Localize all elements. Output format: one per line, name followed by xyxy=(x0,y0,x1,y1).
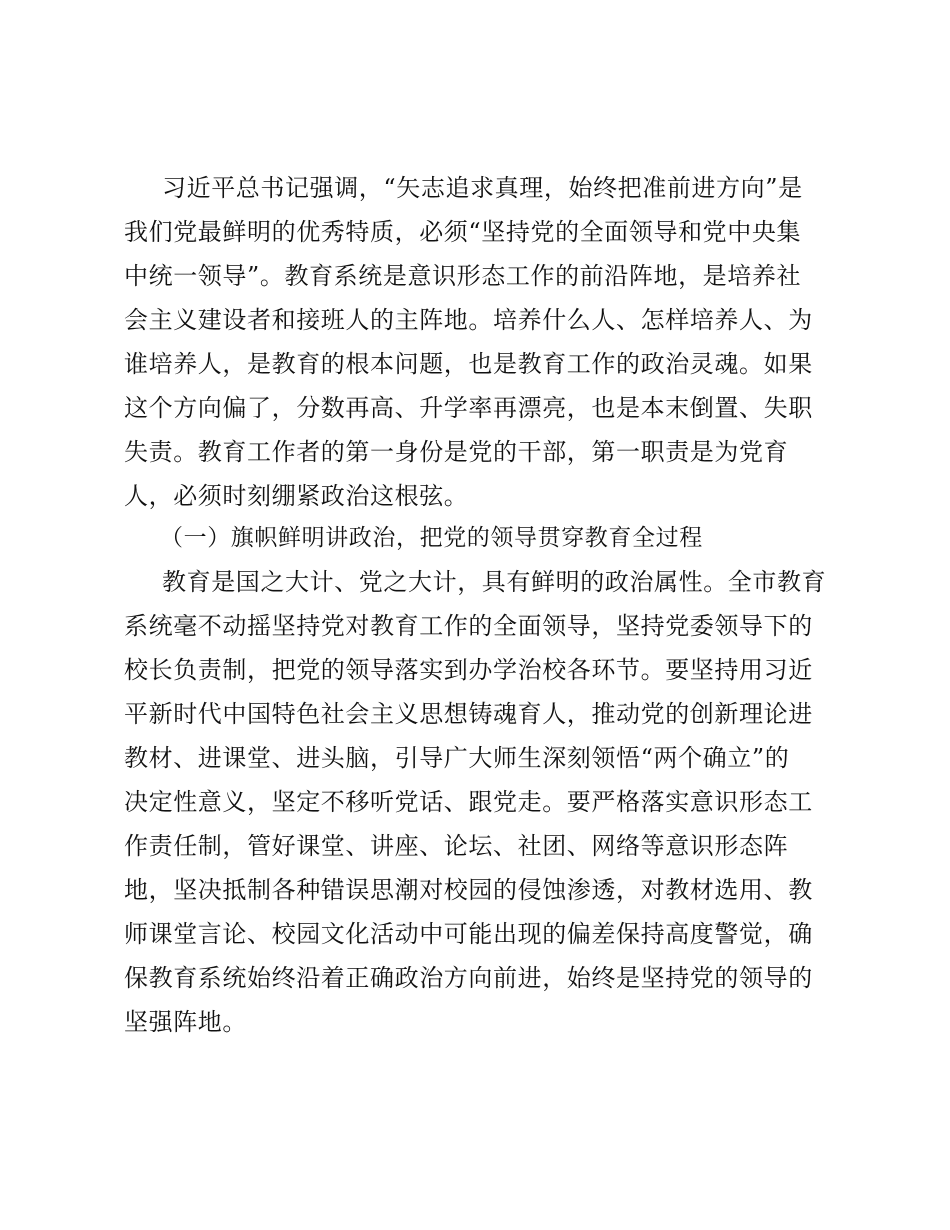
paragraph-2-line-5: 教材、进课堂、进头脑，引导广大师生深刻领悟“两个确立”的 xyxy=(124,744,790,772)
section-heading: （一）旗帜鲜明讲政治，把党的领导贯穿教育全过程 xyxy=(160,525,703,551)
paragraph-1-line-2: 我们党最鲜明的优秀特质，必须“坚持党的全面领导和党中央集 xyxy=(124,218,802,246)
paragraph-2-line-3: 校长负责制，把党的领导落实到办学治校各环节。要坚持用习近 xyxy=(124,656,813,684)
paragraph-2-line-8: 地，坚决抵制各种错误思潮对校园的侵蚀渗透，对教材选用、教 xyxy=(124,876,813,904)
paragraph-2-line-6: 决定性意义，坚定不移听党话、跟党走。要严格落实意识形态工 xyxy=(124,788,813,816)
paragraph-1-line-1: 习近平总书记强调，“矢志追求真理，始终把准前进方向”是 xyxy=(162,174,803,202)
paragraph-1-line-8: 人，必须时刻绷紧政治这根弦。 xyxy=(124,482,469,510)
paragraph-1-line-6: 这个方向偏了，分数再高、升学率再漂亮，也是本末倒置、失职 xyxy=(124,394,813,422)
paragraph-2-line-1: 教育是国之大计、党之大计，具有鲜明的政治属性。全市教育 xyxy=(162,568,827,596)
paragraph-2-line-9: 师课堂言论、校园文化活动中可能出现的偏差保持高度警觉，确 xyxy=(124,920,813,948)
paragraph-2-line-4: 平新时代中国特色社会主义思想铸魂育人，推动党的创新理论进 xyxy=(124,700,813,728)
paragraph-1-line-7: 失责。教育工作者的第一身份是党的干部，第一职责是为党育 xyxy=(124,438,789,466)
paragraph-2-line-11: 坚强阵地。 xyxy=(124,1008,247,1036)
paragraph-1-line-4: 会主义建设者和接班人的主阵地。培养什么人、怎样培养人、为 xyxy=(124,306,813,334)
paragraph-2-line-2: 系统毫不动摇坚持党对教育工作的全面领导，坚持党委领导下的 xyxy=(124,612,813,640)
paragraph-1-line-5: 谁培养人，是教育的根本问题，也是教育工作的政治灵魂。如果 xyxy=(124,350,813,378)
paragraph-1-line-3: 中统一领导”。教育系统是意识形态工作的前沿阵地，是培养社 xyxy=(124,262,802,290)
paragraph-2-line-7: 作责任制，管好课堂、讲座、论坛、社团、网络等意识形态阵 xyxy=(124,832,789,860)
paragraph-2-line-10: 保教育系统始终沿着正确政治方向前进，始终是坚持党的领导的 xyxy=(124,964,813,992)
